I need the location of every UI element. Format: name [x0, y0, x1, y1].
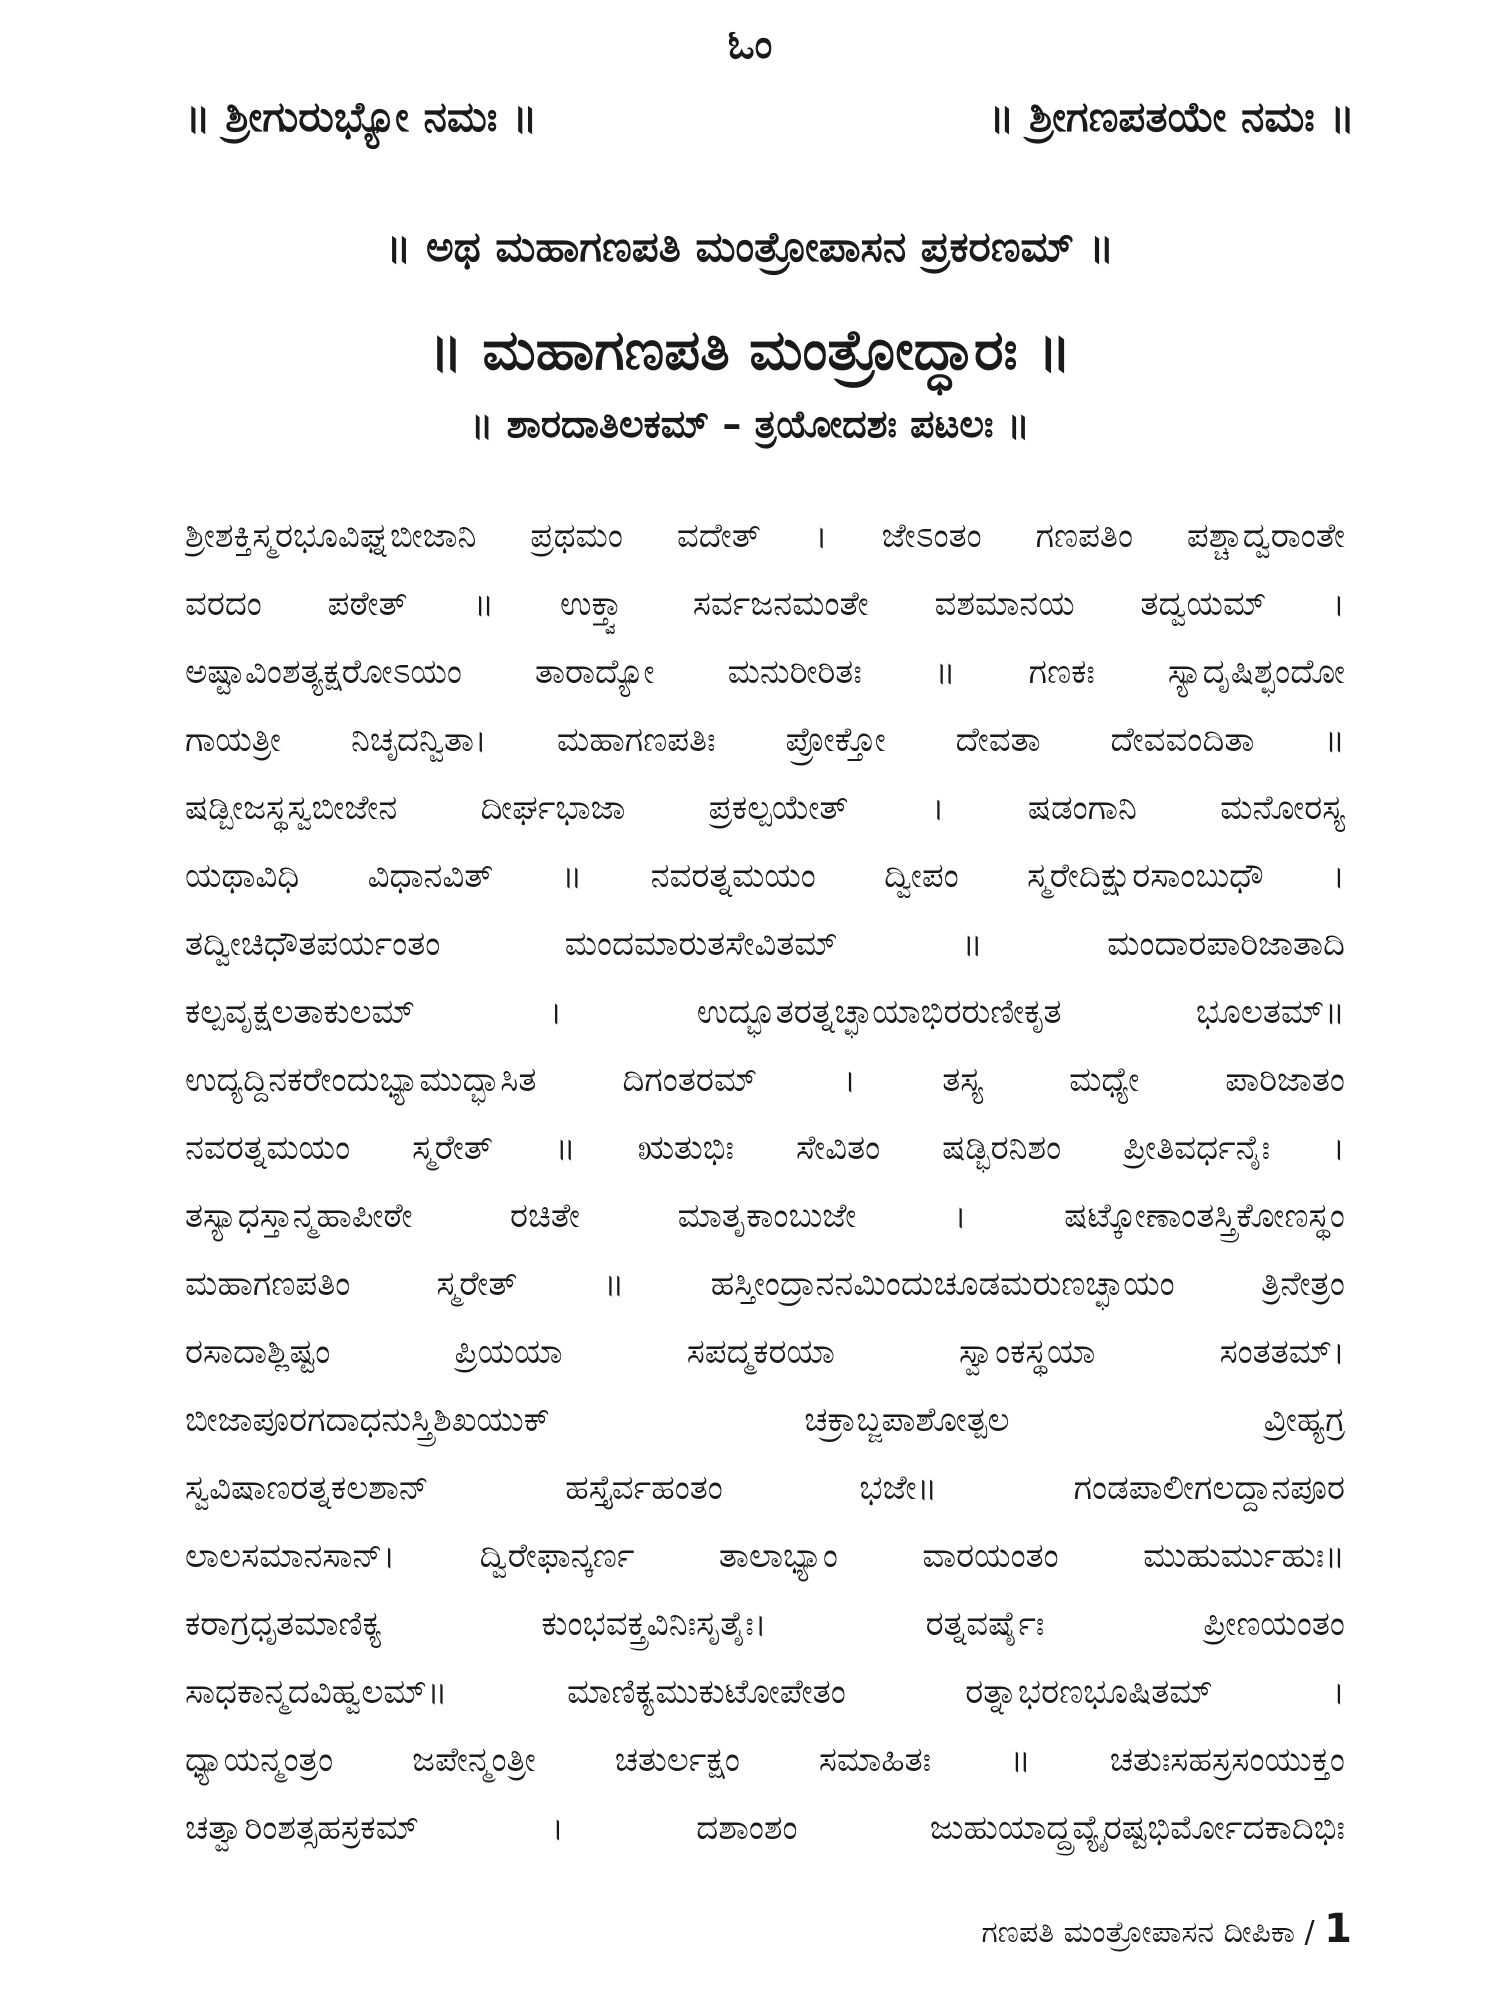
body-line: ಚತ್ವಾರಿಂಶತ್ಸಹಸ್ರಕಮ್ । ದಶಾಂಶಂ ಜುಹುಯಾದ್ದ್ರವ್ಯೈರಷ್ಟಭಿರ್ಮೋದಕಾದಿಭಿಃ	[185, 1808, 1345, 1848]
body-text	[185, 502, 1345, 1862]
book-title: ಗಣಪತಿ ಮಂತ್ರೋಪಾಸನ ದೀಪಿಕಾ	[981, 1915, 1295, 1950]
body-line: ಲಾಲಸಮಾನಸಾನ್। ದ್ವಿರೇಫಾನ್ಕರ್ಣ ತಾಲಾಭ್ಯಾಂ ವಾರಯಂತಂ ಮುಹುರ್ಮುಹುಃ॥	[185, 1536, 1345, 1576]
body-line: ಶ್ರೀಶಕ್ತಿಸ್ಮರಭೂವಿಘ್ನಬೀಜಾನಿ ಪ್ರಥಮಂ ವದೇತ್ । ಜೇಽಂತಂ ಗಣಪತಿಂ ಪಶ್ಚಾದ್ವರಾಂತೇ	[185, 516, 1345, 556]
invocation-guru: ॥ ಶ್ರೀಗುರುಭ್ಯೋ ನಮಃ ॥	[185, 92, 538, 141]
om-symbol: ಓಂ	[727, 22, 773, 68]
body-line: ಗಾಯತ್ರೀ ನಿಚೃದನ್ವಿತಾ। ಮಹಾಗಣಪತಿಃ ಪ್ರೋಕ್ತೋ ದೇವತಾ ದೇವವಂದಿತಾ ॥	[185, 720, 1345, 760]
body-line: ಕರಾಗ್ರಧೃತಮಾಣಿಕ್ಯ ಕುಂಭವಕ್ತ್ರವಿನಿಃಸೃತೈಃ। ರತ್ನವರ್ಷೈಃ ಪ್ರೀಣಯಂತಂ	[185, 1604, 1345, 1644]
body-line: ಬೀಜಾಪೂರಗದಾಧನುಸ್ತ್ರಿಶಿಖಯುಕ್ ಚಕ್ರಾಬ್ಜಪಾಶೋತ್ಪಲ ವ್ರೀಹ್ಯಗ್ರ	[185, 1400, 1345, 1440]
section-title: ॥ ಅಥ ಮಹಾಗಣಪತಿ ಮಂತ್ರೋಪಾಸನ ಪ್ರಕರಣಮ್ ॥	[385, 222, 1115, 271]
body-line: ವರದಂ ಪಠೇತ್ ॥ ಉಕ್ತ್ವಾ ಸರ್ವಜನಮಂತೇ ವಶಮಾನಯ ತದ್ವಯಮ್ ।	[185, 584, 1345, 624]
page-footer	[981, 1906, 1352, 1952]
body-line: ಸ್ವವಿಷಾಣರತ್ನಕಲಶಾನ್ ಹಸ್ತೈರ್ವಹಂತಂ ಭಜೇ॥ ಗಂಡಪಾಲೀಗಲದ್ದಾನಪೂರ	[185, 1468, 1345, 1508]
body-line: ಅಷ್ಟಾವಿಂಶತ್ಯಕ್ಷರೋಽಯಂ ತಾರಾದ್ಯೋ ಮನುರೀರಿತಃ ॥ ಗಣಕಃ ಸ್ಯಾದೃಷಿಶ್ಛಂದೋ	[185, 652, 1345, 692]
body-line: ಕಲ್ಪವೃಕ್ಷಲತಾಕುಲಮ್ । ಉದ್ಭೂತರತ್ನಚ್ಛಾಯಾಭಿರರುಣೀಕೃತ ಭೂಲತಮ್॥	[185, 992, 1345, 1032]
body-line: ತಸ್ಯಾಧಸ್ತಾನ್ಮಹಾಪೀಠೇ ರಚಿತೇ ಮಾತೃಕಾಂಬುಜೇ । ಷಟ್ಕೋಣಾಂತಸ್ತ್ರಿಕೋಣಸ್ಥಂ	[185, 1196, 1345, 1236]
body-line: ನವರತ್ನಮಯಂ ಸ್ಮರೇತ್ ॥ ಋತುಭಿಃ ಸೇವಿತಂ ಷಡ್ಭಿರನಿಶಂ ಪ್ರೀತಿವರ್ಧನೈಃ ।	[185, 1128, 1345, 1168]
body-line: ಯಥಾವಿಧಿ ವಿಧಾನವಿತ್ ॥ ನವರತ್ನಮಯಂ ದ್ವೀಪಂ ಸ್ಮರೇದಿಕ್ಷುರಸಾಂಬುಧೌ ।	[185, 856, 1345, 896]
body-line: ಧ್ಯಾಯನ್ಮಂತ್ರಂ ಜಪೇನ್ಮಂತ್ರೀ ಚತುರ್ಲಕ್ಷಂ ಸಮಾಹಿತಃ ॥ ಚತುಃಸಹಸ್ರಸಂಯುಕ್ತಂ	[185, 1740, 1345, 1780]
body-line: ಷಡ್ಬೀಜಸ್ಥಸ್ವಬೀಜೇನ ದೀರ್ಘಭಾಜಾ ಪ್ರಕಲ್ಪಯೇತ್ । ಷಡಂಗಾನಿ ಮನೋರಸ್ಯ	[185, 788, 1345, 828]
body-line: ಉದ್ಯದ್ದಿನಕರೇಂದುಭ್ಯಾಮುದ್ಭಾಸಿತ ದಿಗಂತರಮ್ । ತಸ್ಯ ಮಧ್ಯೇ ಪಾರಿಜಾತಂ	[185, 1060, 1345, 1100]
body-line: ರಸಾದಾಶ್ಲಿಷ್ಟಂ ಪ್ರಿಯಯಾ ಸಪದ್ಮಕರಯಾ ಸ್ವಾಂಕಸ್ಥಯಾ ಸಂತತಮ್।	[185, 1332, 1345, 1372]
source-title: ॥ ಶಾರದಾತಿಲಕಮ್ – ತ್ರಯೋದಶಃ ಪಟಲಃ ॥	[470, 402, 1030, 446]
body-line: ತದ್ವೀಚಿಧೌತಪರ್ಯಂತಂ ಮಂದಮಾರುತಸೇವಿತಮ್ ॥ ಮಂದಾರಪಾರಿಜಾತಾದಿ	[185, 924, 1345, 964]
page-number: 1	[1324, 1906, 1352, 1952]
body-line: ಮಹಾಗಣಪತಿಂ ಸ್ಮರೇತ್ ॥ ಹಸ್ತೀಂದ್ರಾನನಮಿಂದುಚೂಡಮರುಣಚ್ಛಾಯಂ ತ್ರಿನೇತ್ರಂ	[185, 1264, 1345, 1304]
invocation-ganapati: ॥ ಶ್ರೀಗಣಪತಯೇ ನಮಃ ॥	[988, 92, 1355, 141]
body-line: ಸಾಧಕಾನ್ಮದವಿಹ್ವಲಮ್॥ ಮಾಣಿಕ್ಯಮುಕುಟೋಪೇತಂ ರತ್ನಾಭರಣಭೂಷಿತಮ್ ।	[185, 1672, 1345, 1712]
main-title: ॥ ಮಹಾಗಣಪತಿ ಮಂತ್ರೋದ್ಧಾರಃ ॥	[428, 318, 1072, 383]
footer-separator: /	[1304, 1915, 1315, 1950]
